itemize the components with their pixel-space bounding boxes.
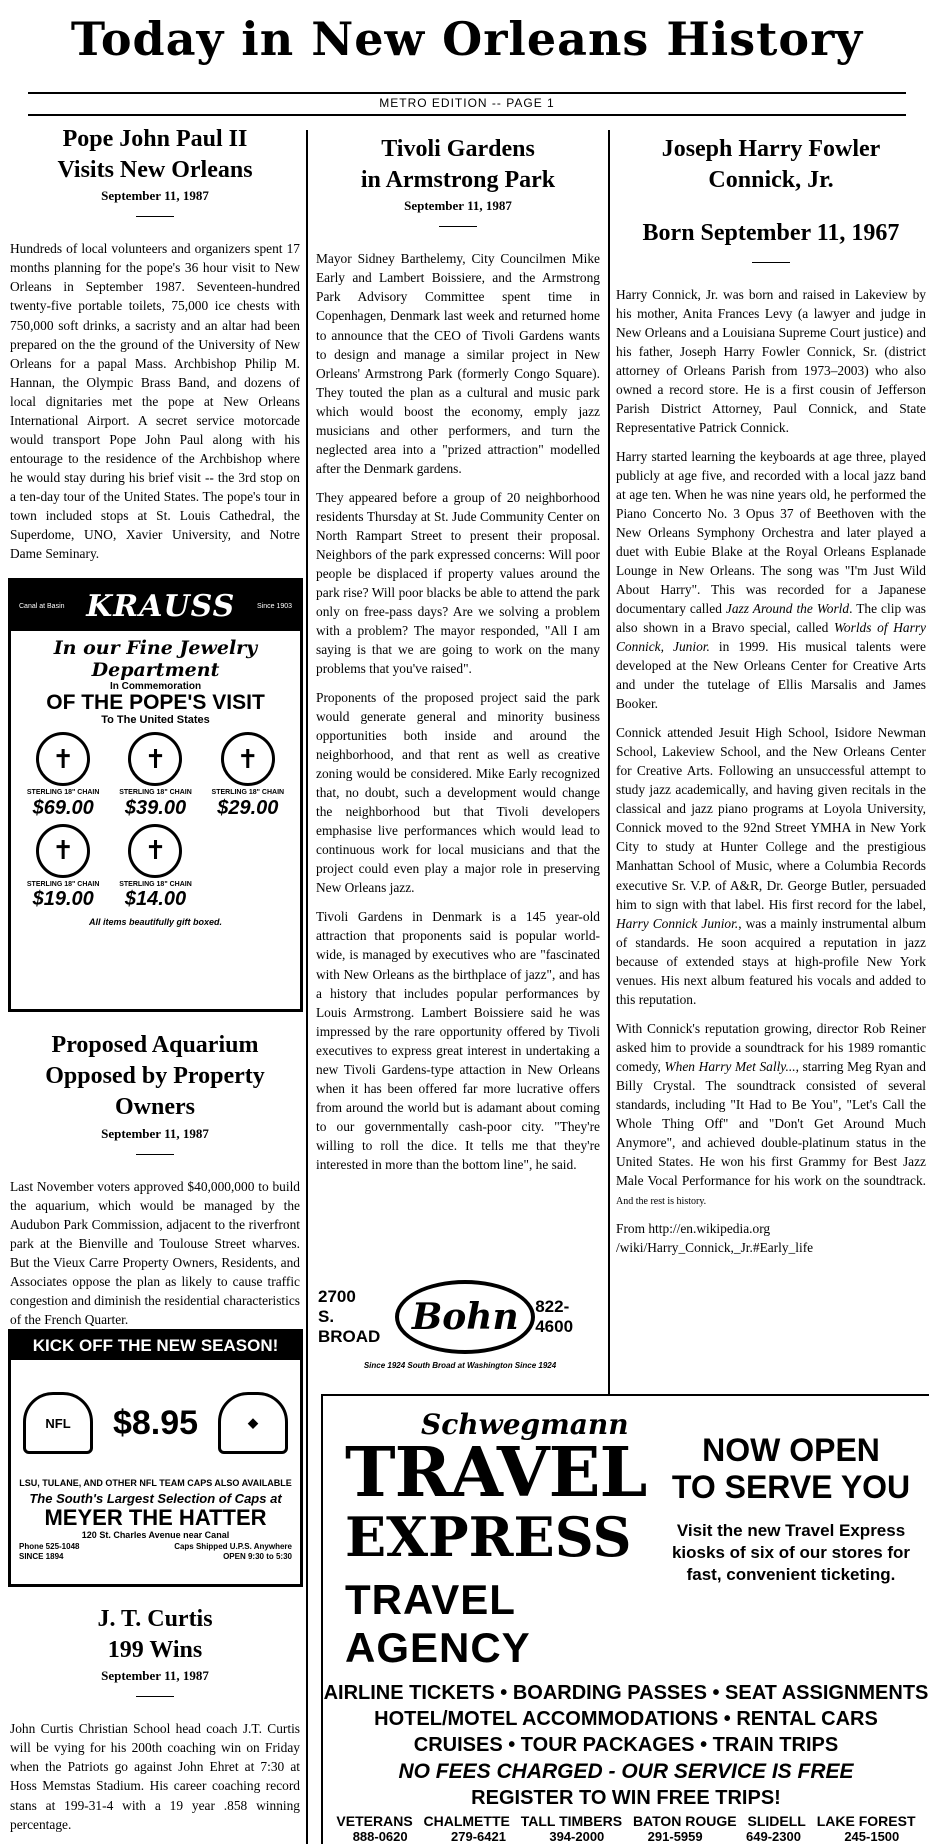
dateline: September 11, 1987 xyxy=(101,1668,209,1684)
services-line: CRUISES • TOUR PACKAGES • TRAIN TRIPS xyxy=(413,1733,839,1756)
text-run: Harry started learning the keyboards at age three, played publicly at age five, and recorded with a local jazz band at age ten. When he was nine years old, he performed the Piano Concerto No. 3 Opus 37 of Beethoven with the New Orleans Symphony Orchestra and later played a duet with Eubie Blake at the Royal Orleans Esplanade Lounge in New Orleans. The song was "I'm Just Wild About Harry". This was recorded for a Japanese documentary called xyxy=(616,448,926,617)
location-name: TALL TIMBERS xyxy=(520,1812,623,1829)
location-phone: 291-5959 xyxy=(647,1828,703,1844)
divider xyxy=(136,1696,174,1697)
krauss-logo: KRAUSS xyxy=(86,588,236,624)
ad-tagline: The South's Largest Selection of Caps at xyxy=(29,1491,282,1507)
pendant-item xyxy=(19,732,107,820)
pendant-price: $69.00 xyxy=(32,796,94,819)
ad-hours: OPEN 9:30 to 5:30 xyxy=(223,1552,292,1562)
now-open-line: NOW OPEN xyxy=(702,1432,880,1468)
ad-corner-text: Since 1903 xyxy=(256,602,292,610)
headline xyxy=(316,134,600,196)
source-citation xyxy=(616,1219,926,1257)
pendant-label: STERLING 18" CHAIN xyxy=(119,789,192,797)
story-paragraph: Harry Connick, Jr. was born and raised in Lakeview by his mother, Anita Frances Levy (a lawyer and judge in New Orleans and a Louisiana Supreme Court justice) and his father, Joseph Harry Fowler Connick, Sr. (district attorney of Orleans Parish from 1973–2003) who also owned a record store. He is a first cousin of Jefferson Parish District Attorney, Paul Connick, and State Representative Patrick Connick. xyxy=(616,286,926,435)
pendant-icon: ✝ xyxy=(221,732,275,786)
ad-also-line: LSU, TULANE, AND OTHER NFL TEAM CAPS ALSO AVAILABLE xyxy=(19,1478,292,1488)
ad-script-line: In our Fine Jewelry Department xyxy=(53,637,258,681)
headline-line: Connick, Jr. xyxy=(708,167,834,194)
divider xyxy=(439,226,477,227)
edition-line: METRO EDITION -- PAGE 1 xyxy=(379,96,555,110)
pendant-label: STERLING 18" CHAIN xyxy=(211,789,285,797)
bohn-phone: 822-4600 xyxy=(535,1297,574,1336)
krauss-jewelry-ad xyxy=(8,578,303,1012)
visit-text: Visit the new Travel Express kiosks of six of our stores for fast, convenient ticketing. xyxy=(671,1520,911,1584)
ad-banner xyxy=(11,581,300,631)
pendant-icon: ✝ xyxy=(36,732,90,786)
cap-icon: NFL xyxy=(23,1392,93,1454)
pendant-item xyxy=(19,824,107,912)
ad-commemoration: In Commemoration xyxy=(109,681,202,692)
pendant-price: $39.00 xyxy=(124,796,187,819)
headline xyxy=(616,134,926,250)
headline-line: 199 Wins xyxy=(107,1637,203,1664)
meyer-hatter-ad xyxy=(8,1329,303,1587)
dateline: September 11, 1987 xyxy=(101,188,209,204)
title-run: Worlds of Harry Connick, Junior. xyxy=(616,620,926,655)
location-name: VETERANS xyxy=(336,1812,413,1829)
title-run: Harry Connick Junior. xyxy=(616,915,739,931)
masthead-rule-top xyxy=(28,92,906,94)
story-paragraph: Proponents of the proposed project said the park would generate general and minority business opportunities both inside and around the neighborhood, and that rent as well as creative zoning would be considered. Mike Early recognized that, no doubt, such a development would change the neighborhood but that Tivoli developers emphasise live performances which would lead to continuous work for local musicians and that the project could even play a major role in preserving New Orleans jazz. xyxy=(316,690,600,896)
story-tivoli xyxy=(316,134,600,1184)
ad-contact-row xyxy=(11,1542,300,1552)
services-line: NO FEES CHARGED - OUR SERVICE IS FREE xyxy=(398,1759,854,1783)
bohn-row xyxy=(318,1277,602,1357)
location-phone: 649-2300 xyxy=(746,1828,801,1844)
ad-shipping: Caps Shipped U.P.S. Anywhere xyxy=(174,1541,292,1551)
story-paragraph: Tivoli Gardens in Denmark is a 145 year-old attraction that proponents said is popular world-wide, is managed by executives who are "fascinated with New Orleans as the birthplace of jazz", and has a history that includes popular performances by Louis Armstrong. Lambert Boissiere said he was impressed by the rare opportunity offered by Tivoli executives to express great interest in undertaking a new Tivoli Gardens-type attaction in New Orleans when it has been offered far more lucrative offers from around the world but is adamant about coming to our governmentally cash-poor city. "They're willing to roll the dice. It tells me that they're interested in more than the bottom line", he said. xyxy=(316,909,600,1172)
travel-express-ad xyxy=(321,1394,929,1844)
source-line: From http://en.wikipedia.org xyxy=(616,1221,771,1237)
divider xyxy=(752,262,790,263)
divider xyxy=(136,216,174,217)
headline-line: Pope John Paul II xyxy=(62,126,248,152)
divider xyxy=(136,1154,174,1155)
location-name: BATON ROUGE xyxy=(632,1812,737,1829)
location-name: LAKE FOREST xyxy=(816,1812,916,1829)
ad-footer: All items beautifully gift boxed. xyxy=(88,917,222,928)
story-curtis xyxy=(10,1604,300,1844)
bohn-logo: Bohn xyxy=(395,1280,535,1354)
store-phones xyxy=(323,1829,929,1844)
ad-price: $8.95 xyxy=(112,1403,199,1442)
bohn-address-line: S. BROAD xyxy=(318,1307,381,1346)
bohn-tagline: Since 1924 South Broad at Washington Since 1924 xyxy=(363,1361,557,1370)
text-run: With Connick's reputation growing, director Rob Reiner asked him to provide a soundtrack for his 1989 romantic comedy, xyxy=(616,1020,926,1074)
location-phone: 245-1500 xyxy=(844,1828,900,1844)
travel-wordmark: TRAVEL xyxy=(345,1433,647,1513)
headline-line: Visits New Orleans xyxy=(57,157,253,184)
services-line: HOTEL/MOTEL ACCOMMODATIONS • RENTAL CARS xyxy=(374,1707,878,1730)
location-phone: 279-6421 xyxy=(451,1828,506,1844)
text-run: And the rest is history. xyxy=(616,1196,707,1207)
store-locations xyxy=(323,1811,929,1829)
ad-address: 120 St. Charles Avenue near Canal xyxy=(81,1530,230,1541)
story-aquarium xyxy=(10,1030,300,1339)
dateline: September 11, 1987 xyxy=(101,1125,209,1141)
column-rule-right xyxy=(608,130,610,1394)
ad-since: SINCE 1894 xyxy=(19,1552,64,1562)
ad-hours-row xyxy=(11,1552,300,1562)
ad-subheadline: To The United States xyxy=(101,714,210,727)
story-paragraph xyxy=(616,1019,926,1209)
story-connick xyxy=(616,134,926,1257)
bohn-ad xyxy=(318,1277,602,1387)
headline xyxy=(10,1030,300,1124)
title-run: Jazz Around the World xyxy=(725,601,850,617)
travel-ad-top xyxy=(323,1396,929,1672)
ad-banner: KICK OFF THE NEW SEASON! xyxy=(11,1332,300,1360)
pendant-icon: ✝ xyxy=(128,824,182,878)
serve-you-line: TO SERVE YOU xyxy=(671,1468,911,1505)
column-rule-left xyxy=(306,130,308,1844)
services-line: AIRLINE TICKETS • BOARDING PASSES • SEAT ASSIGNMENTS xyxy=(323,1681,929,1704)
pendant-item xyxy=(111,824,199,912)
headline-line: Opposed by Property Owners xyxy=(45,1063,265,1121)
headline-line: in Armstrong Park xyxy=(360,167,556,194)
location-phone: 394-2000 xyxy=(549,1828,605,1844)
story-pope-visit xyxy=(10,124,300,573)
pendant-grid xyxy=(11,726,300,911)
masthead xyxy=(0,0,934,92)
headline xyxy=(10,124,300,186)
pendant-price: $19.00 xyxy=(32,888,94,911)
story-body: Last November voters approved $40,000,000 to build the aquarium, which would be managed by the Audubon Park Commission, adjacent to the riverfront park at the Bienville and Toulouse Street wharves. But the Vieux Carre Property Owners, Residents, and Associates oppose the plan as likely to cause traffic congestion and diminish the residential characteristics of the French Quarter. xyxy=(10,1178,300,1327)
headline-line: Proposed Aquarium xyxy=(51,1032,259,1058)
pendant-item xyxy=(111,732,199,820)
headline-line: Tivoli Gardens xyxy=(381,136,535,162)
cap-icon: ◆ xyxy=(218,1392,288,1454)
travel-agency-label: TRAVEL AGENCY xyxy=(345,1575,531,1671)
text-run: , was a mainly instrumental album of standards. He soon acquired a reputation in jazz because of extended stays at high-profile New York venues. His next album featured his vocals and added to this reputation. xyxy=(616,915,926,1007)
story-paragraph xyxy=(616,447,926,713)
ad-product-row xyxy=(11,1360,300,1478)
story-body: John Curtis Christian School head coach J.T. Curtis will be vying for his 200th coaching win on Friday when the Patriots go against John Ehret at 7:30 at Hoss Memstas Stadium. His career coaching record stans at 199-31-4 with a 19 year .858 winning percentage. xyxy=(10,1721,300,1832)
location-name: CHALMETTE xyxy=(423,1812,510,1829)
pendant-label: STERLING 18" CHAIN xyxy=(26,880,100,888)
location-name: SLIDELL xyxy=(747,1812,806,1829)
page-title: Today in New Orleans History xyxy=(70,12,864,66)
travel-ad-services xyxy=(323,1680,929,1811)
location-phone: 888-0620 xyxy=(352,1828,408,1844)
ad-corner-text: Canal at Basin xyxy=(19,602,65,610)
masthead-rule-bottom xyxy=(28,114,906,116)
story-paragraph xyxy=(616,723,926,1008)
text-run: Connick attended Jesuit High School, Isidore Newman School, Lakeview School, and the New Orleans Center for Creative Arts. Following an unsuccessful attempt to study jazz academically, and having given recitals in the classical and jazz piano programs at Loyola University, Connick moved to the 92nd Street YMHA in New York City to study at Hunter College and the prestigious Manhattan School of Music, where a Columbia Records executive Sr. V.P. of A&R, Dr. George Butler, persuaded him to sign with that label. His first record for the label, xyxy=(616,725,926,912)
text-run: , starring Meg Ryan and Billy Crystal. The soundtrack consisted of several standards, including "It Had to Be You", "Let's Call the Whole Thing Off" and "Don't Get Around Much Anymore", and achieved double-platinum status in the United States. He won his first Grammy for Best Jazz Male Vocal Performance for his work on the soundtrack. xyxy=(616,1058,926,1188)
pendant-icon: ✝ xyxy=(36,824,90,878)
title-run: When Harry Met Sally... xyxy=(664,1058,796,1074)
story-paragraph: Mayor Sidney Barthelemy, City Councilmen Mike Early and Lambert Boissiere, and the Armstrong Park Advisory Committee spent time in Copenhagen, Denmark last week and returned home to announce that the CEO of Tivoli Gardens wants to design and manage a similar project in New Orleans' Armstrong Park (formerly Congo Square). They touted the plan as a cultural and music park which would boost the economy, emply jazz musicians and other performers, and turn the neglected area into a "prized attraction" modelled after the Denmark gardens. xyxy=(316,251,600,476)
ad-headline: OF THE POPE'S VISIT xyxy=(46,691,265,714)
pendant-item xyxy=(204,732,292,820)
story-body: Hundreds of local volunteers and organizers spent 17 months planning for the pope's 36 hour visit to New Orleans in September 1987. Seventeen-hundred twenty-five portable toilets, 75,000 ice chests with 750,000 soft drinks, a sacristy and an altar had been prepared on the the ground of the University of New Orleans for a papal Mass. Archbishop Philip M. Hannan, the Olympic Brass Band, and dozens of local dignitaries met the pope at New Orleans International Airport. A secret service motorcade would transport Pope John Paul along with his entourage to the residence of the Archbishop where he would stay during his brief visit -- the 3rd stop on a ten-day tour of the United States. The pope's tour in town included stops at St. Louis Cathedral, the Superdome, UNO, Xavier University, and Notre Dame Seminary. xyxy=(10,241,300,561)
services-line: REGISTER TO WIN FREE TRIPS! xyxy=(471,1786,781,1809)
headline-line: J. T. Curtis xyxy=(97,1606,213,1632)
travel-ad-promo-block xyxy=(663,1396,929,1672)
pendant-label: STERLING 18" CHAIN xyxy=(26,789,100,797)
dateline: September 11, 1987 xyxy=(404,198,512,214)
express-wordmark: EXPRESS xyxy=(345,1504,632,1569)
ad-store-name: MEYER THE HATTER xyxy=(44,1505,267,1531)
headline-line: Joseph Harry Fowler xyxy=(661,136,881,162)
bohn-address xyxy=(318,1287,395,1347)
source-line: /wiki/Harry_Connick,_Jr.#Early_life xyxy=(616,1240,814,1256)
pendant-label: STERLING 18" CHAIN xyxy=(119,880,192,888)
pendant-price: $29.00 xyxy=(217,796,279,819)
travel-ad-logo-block xyxy=(323,1396,663,1672)
schwegmann-script: Schwegmann xyxy=(421,1408,629,1441)
ad-phone: Phone 525-1048 xyxy=(19,1541,80,1551)
text-run: in 1999. His musical talents were developed at the New Orleans Center for Creative Arts and under the tutelage of Ellis Marsalis and James Booker. xyxy=(616,639,926,712)
bohn-address-line: 2700 xyxy=(318,1287,356,1306)
pendant-icon: ✝ xyxy=(128,732,182,786)
story-paragraph: They appeared before a group of 20 neighborhood residents Thursday at St. Jude Community Center on North Rampart Street to present their proposal. Neighbors of the park expressed concerns: Will poor people be displaced if property values around the park rise? Will poor blacks be able to attend the park only on free-pass days? Are we solving a problem with a problem? The mayor responded, "All I am saying is that we are going to work on the many problems that you've raised". xyxy=(316,489,600,677)
headline xyxy=(10,1604,300,1666)
headline-line: Born September 11, 1967 xyxy=(642,220,900,247)
text-run: . The clip was also shown in a Bravo special, called xyxy=(616,601,926,636)
pendant-price: $14.00 xyxy=(124,888,187,911)
